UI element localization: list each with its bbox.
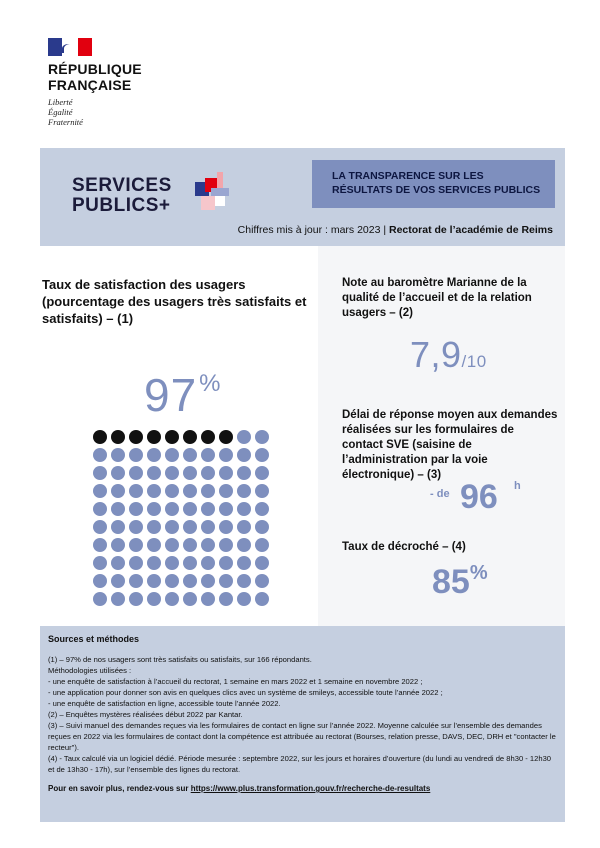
source-line: (1) – 97% de nos usagers sont très satisfaits ou satisfaits, sur 166 répondants. bbox=[48, 655, 312, 664]
dot-dark bbox=[183, 430, 197, 444]
dot-light bbox=[201, 520, 215, 534]
dot-light bbox=[129, 448, 143, 462]
dot-light bbox=[183, 448, 197, 462]
update-org: Rectorat de l’académie de Reims bbox=[389, 224, 553, 236]
dot-light bbox=[111, 502, 125, 516]
sources-section bbox=[40, 626, 565, 822]
dot-light bbox=[219, 556, 233, 570]
metrics-panel bbox=[318, 246, 565, 626]
main-results bbox=[40, 246, 565, 626]
dot-light bbox=[255, 538, 269, 552]
dot-light bbox=[111, 520, 125, 534]
motto-liberte: Liberté bbox=[48, 97, 73, 107]
dot-light bbox=[93, 592, 107, 606]
dot-light bbox=[237, 466, 251, 480]
dot-light bbox=[165, 502, 179, 516]
banner bbox=[40, 148, 565, 246]
dot-light bbox=[237, 520, 251, 534]
dot-light bbox=[165, 574, 179, 588]
dot-light bbox=[129, 466, 143, 480]
satisfaction-panel bbox=[40, 246, 318, 626]
update-line bbox=[238, 224, 553, 236]
results-link[interactable]: https://www.plus.transformation.gouv.fr/recherche-de-resultats bbox=[190, 784, 431, 793]
dot-light bbox=[165, 520, 179, 534]
dot-dark bbox=[147, 430, 161, 444]
republique-line1: RÉPUBLIQUE bbox=[48, 61, 142, 77]
dot-light bbox=[237, 556, 251, 570]
source-line: - une enquête de satisfaction à l’accueil du rectorat, 1 semaine en mars 2022 et 1 semaine en novembre 2022 ; bbox=[48, 677, 423, 686]
dot-light bbox=[219, 592, 233, 606]
decroche-heading: Taux de décroché – (4) bbox=[342, 541, 466, 553]
marianne-heading: Note au baromètre Marianne de la qualité de l’accueil et de la relation usagers – (2) bbox=[342, 277, 532, 319]
source-line: (2) – Enquêtes mystères réalisées début 2022 par Kantar. bbox=[48, 710, 243, 719]
dot-light bbox=[237, 538, 251, 552]
dot-light bbox=[237, 484, 251, 498]
delai-unit: h bbox=[514, 480, 521, 492]
dot-light bbox=[255, 502, 269, 516]
dot-light bbox=[201, 466, 215, 480]
dot-light bbox=[219, 520, 233, 534]
dot-light bbox=[201, 574, 215, 588]
dot-light bbox=[219, 466, 233, 480]
dot-light bbox=[183, 556, 197, 570]
dot-light bbox=[255, 448, 269, 462]
dot-light bbox=[255, 574, 269, 588]
dot-light bbox=[255, 430, 269, 444]
transparence-line1: LA TRANSPARENCE SUR LES bbox=[332, 170, 484, 182]
services-publics-line2: PUBLICS+ bbox=[72, 195, 171, 216]
more-info-prefix: Pour en savoir plus, rendez-vous sur bbox=[48, 784, 191, 793]
dot-light bbox=[111, 574, 125, 588]
dot-light bbox=[93, 574, 107, 588]
dot-light bbox=[147, 448, 161, 462]
dot-light bbox=[219, 538, 233, 552]
dot-light bbox=[93, 556, 107, 570]
dot-light bbox=[183, 502, 197, 516]
dot-light bbox=[111, 592, 125, 606]
update-prefix: Chiffres mis à jour : mars 2023 | bbox=[237, 224, 389, 236]
source-line: - une application pour donner son avis en quelques clics avec un système de smileys, accessible toute l’année 2022 ; bbox=[48, 688, 443, 697]
dot-dark bbox=[129, 430, 143, 444]
motto-egalite: Égalité bbox=[48, 107, 73, 117]
dot-light bbox=[219, 484, 233, 498]
dot-light bbox=[201, 484, 215, 498]
satisfaction-number: 97 bbox=[144, 369, 198, 421]
dot-light bbox=[129, 538, 143, 552]
dot-light bbox=[93, 538, 107, 552]
dot-dark bbox=[219, 430, 233, 444]
dot-light bbox=[201, 448, 215, 462]
dot-light bbox=[111, 556, 125, 570]
services-publics-cross-icon bbox=[195, 172, 235, 214]
satisfaction-heading: Taux de satisfaction des usagers (pourcentage des usagers très satisfaits et satisfaits) – (1) bbox=[42, 277, 307, 326]
dot-light bbox=[183, 574, 197, 588]
motto bbox=[48, 97, 198, 127]
dot-light bbox=[111, 484, 125, 498]
dot-light bbox=[129, 520, 143, 534]
dot-light bbox=[201, 556, 215, 570]
dot-light bbox=[237, 574, 251, 588]
marianne-flag-icon bbox=[48, 38, 92, 56]
dot-light bbox=[93, 466, 107, 480]
dot-light bbox=[165, 466, 179, 480]
dot-light bbox=[183, 592, 197, 606]
delai-number: 96 bbox=[460, 478, 498, 516]
dot-light bbox=[147, 520, 161, 534]
dot-light bbox=[147, 466, 161, 480]
dot-light bbox=[183, 466, 197, 480]
dot-light bbox=[93, 448, 107, 462]
marianne-unit: /10 bbox=[461, 352, 487, 371]
dot-light bbox=[129, 484, 143, 498]
transparence-line2: RÉSULTATS DE VOS SERVICES PUBLICS bbox=[332, 184, 541, 196]
republique-line2: FRANÇAISE bbox=[48, 77, 132, 93]
dot-light bbox=[201, 592, 215, 606]
dot-light bbox=[147, 574, 161, 588]
dot-light bbox=[129, 502, 143, 516]
sources-title: Sources et méthodes bbox=[48, 634, 140, 644]
decroche-value bbox=[432, 562, 488, 602]
dot-light bbox=[255, 466, 269, 480]
dot-light bbox=[111, 538, 125, 552]
dot-light bbox=[165, 538, 179, 552]
dot-light bbox=[165, 448, 179, 462]
source-line: Méthodologies utilisées : bbox=[48, 666, 132, 675]
delai-heading: Délai de réponse moyen aux demandes réalisées sur les formulaires de contact SVE (saisine de l’administration par la voie électronique) – (3) bbox=[342, 409, 558, 481]
republique-francaise-logo bbox=[48, 38, 198, 127]
dot-light bbox=[93, 520, 107, 534]
dot-light bbox=[201, 538, 215, 552]
dot-light bbox=[165, 556, 179, 570]
dot-light bbox=[237, 430, 251, 444]
dot-light bbox=[165, 484, 179, 498]
satisfaction-unit: % bbox=[199, 370, 222, 397]
dot-light bbox=[129, 574, 143, 588]
source-line: (3) – Suivi manuel des demandes reçues via les formulaires de contact en ligne sur l’année 2022. Moyenne calculée sur l’ensemble des demandes reçues en 2022 via les formulaires de contact dont la compétence est attribuée au rectorat (Bourses, relation presse, DAVS, DEC, DRH et "contacter le recteur"). bbox=[48, 721, 556, 752]
dot-light bbox=[219, 502, 233, 516]
dot-light bbox=[255, 592, 269, 606]
dot-light bbox=[219, 448, 233, 462]
marianne-value bbox=[410, 334, 487, 376]
dot-light bbox=[219, 574, 233, 588]
services-publics-logo bbox=[72, 176, 172, 216]
dot-light bbox=[147, 502, 161, 516]
source-line: - une enquête de satisfaction en ligne, accessible toute l’année 2022. bbox=[48, 699, 281, 708]
decroche-unit: % bbox=[469, 562, 488, 584]
decroche-number: 85 bbox=[432, 563, 470, 601]
dot-light bbox=[183, 520, 197, 534]
dot-light bbox=[237, 592, 251, 606]
dot-light bbox=[129, 556, 143, 570]
dot-light bbox=[147, 484, 161, 498]
dot-light bbox=[255, 520, 269, 534]
dot-light bbox=[111, 448, 125, 462]
dot-dark bbox=[165, 430, 179, 444]
delai-prefix: - de bbox=[430, 488, 450, 500]
dot-light bbox=[255, 556, 269, 570]
dot-light bbox=[111, 466, 125, 480]
dot-dark bbox=[201, 430, 215, 444]
dot-light bbox=[147, 592, 161, 606]
marianne-number: 7,9 bbox=[410, 334, 462, 375]
dot-light bbox=[93, 484, 107, 498]
dot-light bbox=[183, 538, 197, 552]
dot-light bbox=[129, 592, 143, 606]
transparence-box bbox=[312, 160, 555, 208]
source-line: (4) - Taux calculé via un logiciel dédié. Période mesurée : septembre 2022, sur les jours et horaires d’ouverture (du lundi au vendredi de 8h30 - 12h30 et de 13h30 - 17h), sur l’ensemble des lignes du rectorat. bbox=[48, 754, 552, 774]
services-publics-line1: SERVICES bbox=[72, 175, 172, 196]
dot-light bbox=[201, 502, 215, 516]
dot-dark bbox=[93, 430, 107, 444]
dot-light bbox=[183, 484, 197, 498]
dot-light bbox=[147, 556, 161, 570]
dot-dark bbox=[111, 430, 125, 444]
dot-light bbox=[237, 502, 251, 516]
dot-light bbox=[165, 592, 179, 606]
dot-light bbox=[255, 484, 269, 498]
dot-light bbox=[93, 502, 107, 516]
dot-light bbox=[147, 538, 161, 552]
dot-light bbox=[237, 448, 251, 462]
more-info-line bbox=[48, 783, 557, 794]
satisfaction-value bbox=[144, 368, 222, 422]
motto-fraternite: Fraternité bbox=[48, 117, 83, 127]
